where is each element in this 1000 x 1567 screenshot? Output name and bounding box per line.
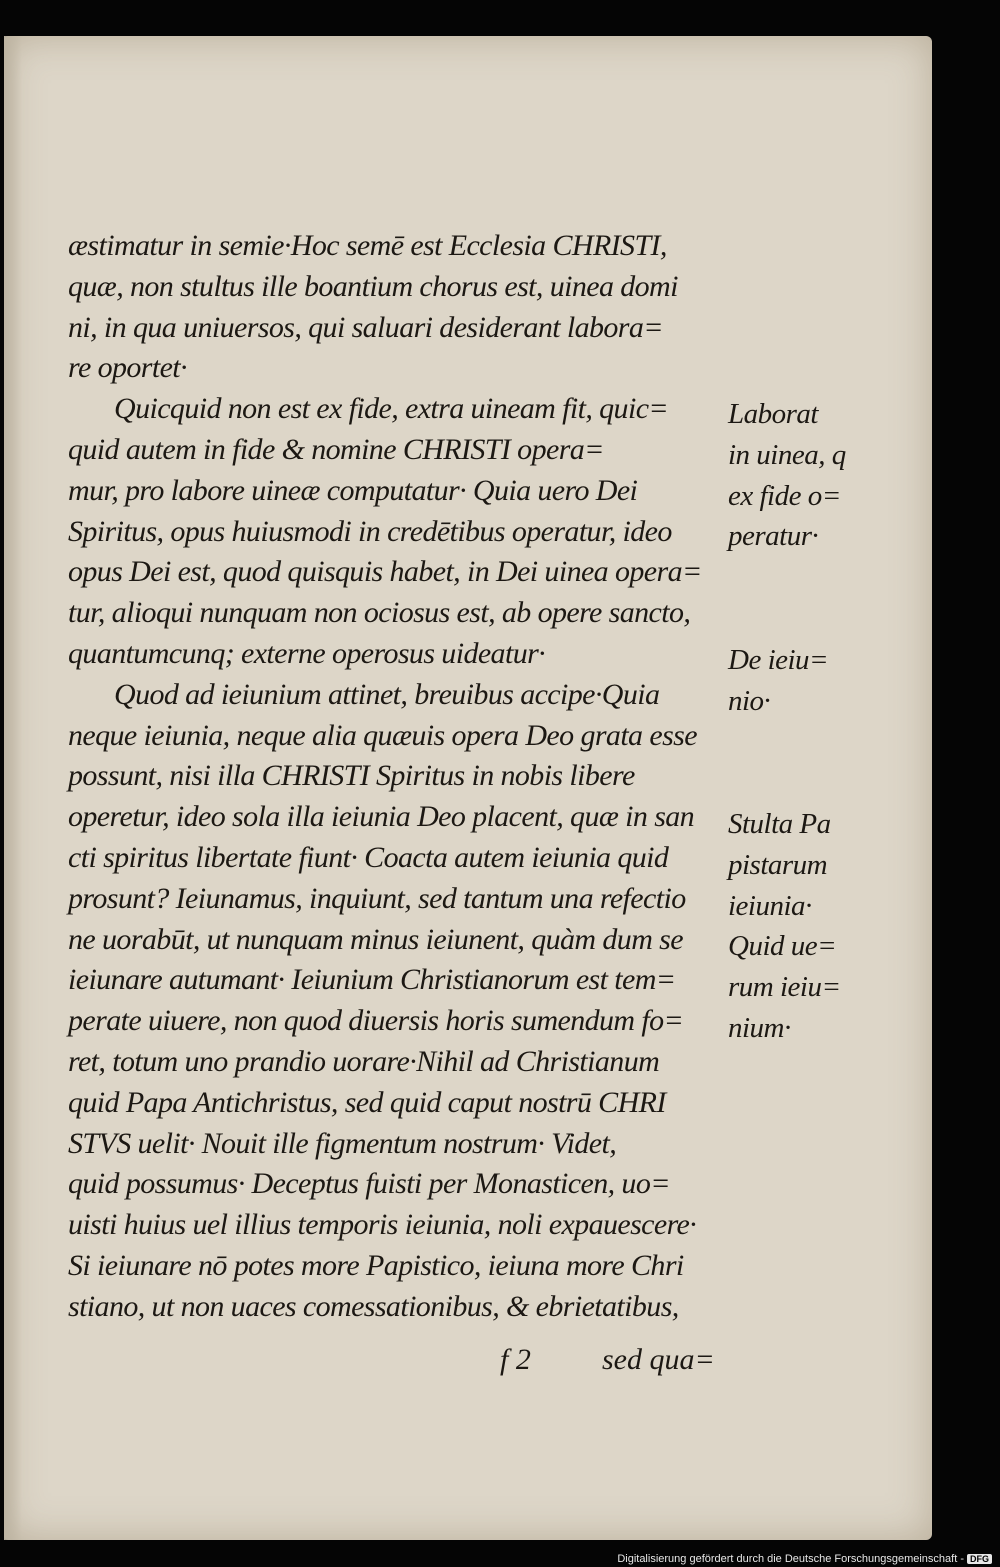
margin-note-line: nium· [728,1011,791,1044]
margin-note-line: ieiunia· [728,889,812,922]
text-line-21: ret, totum uno prandio uorare·Nihil ad Christianum [68,1044,660,1078]
margin-note-line: in uinea, q [728,438,846,471]
text-line-23: STVS uelit· Nouit ille figmentum nostrum· Videt, [68,1126,617,1160]
margin-note-line: ex fide o= [728,479,841,512]
text-line-5: Quicquid non est ex fide, extra uineam fit, quic= [114,392,669,426]
text-line-16: cti spiritus libertate fiunt· Coacta autem ieiunia quid [68,840,669,874]
text-line-18: ne uorabūt, ut nunquam minus ieiunent, quàm dum se [68,922,683,956]
text-line-12: Quod ad ieiunium attinet, breuibus accipe·Quia [114,677,660,711]
margin-note-line: rum ieiu= [728,970,841,1003]
margin-note-laborat [728,394,888,557]
text-line-2: quæ, non stultus ille boantium chorus est, uinea domi [68,269,678,303]
text-line-19: ieiunare autumant· Ieiunium Christianorum est tem= [68,963,676,997]
text-line-4: re oportet· [68,351,187,385]
dfg-logo: DFG [967,1554,992,1564]
margin-note-line: nio· [728,684,771,717]
book-page [4,36,932,1540]
text-line-3: ni, in qua uniuersos, qui saluari desiderant labora= [68,310,663,344]
signature-mark: f 2 [500,1343,531,1376]
text-line-13: neque ieiunia, neque alia quæuis opera Deo grata esse [68,718,697,752]
text-line-22: quid Papa Antichristus, sed quid caput nostrū CHRI [68,1085,666,1119]
text-line-27: stiano, ut non uaces comessationibus, & ebrietatibus, [68,1289,679,1323]
text-line-9: opus Dei est, quod quisquis habet, in Dei uinea opera= [68,555,702,589]
text-line-17: prosunt? Ieiunamus, inquiunt, sed tantum una refectio [68,881,686,915]
text-line-10: tur, alioqui nunquam non ociosus est, ab opere sancto, [68,596,691,630]
text-line-20: perate uiuere, non quod diuersis horis sumendum fo= [68,1004,684,1038]
margin-note-line: Stulta Pa [728,808,831,840]
margin-note-quid-verum-ieiunium [728,926,888,1048]
text-line-26: Si ieiunare nō potes more Papistico, ieiuna more Chri [68,1248,684,1282]
text-line-15: operetur, ideo sola illa ieiunia Deo placent, quæ in san [68,800,695,834]
text-line-24: quid possumus· Deceptus fuisti per Monasticen, uo= [68,1167,670,1201]
margin-note-line: De ieiu= [728,644,829,676]
margin-note-de-ieiunio [728,640,888,722]
text-line-8: Spiritus, opus huiusmodi in credētibus operatur, ideo [68,514,672,548]
margin-note-line: peratur· [728,520,819,553]
text-line-1: æstimatur in semie·Hoc semē est Ecclesia CHRISTI, [68,229,667,262]
text-line-14: possunt, nisi illa CHRISTI Spiritus in nobis libere [68,759,635,793]
margin-note-line: Laborat [728,398,818,430]
catchword: sed qua= [602,1343,715,1376]
text-line-6: quid autem in fide & nomine CHRISTI opera= [68,432,604,466]
text-line-11: quantumcunq; externe operosus uideatur· [68,636,546,670]
digitization-credit-text: Digitalisierung gefördert durch die Deutsche Forschungsgemeinschaft - [617,1553,964,1565]
main-text-block [68,226,718,1328]
margin-note-stulta-papistarum [728,804,888,926]
digitization-credit [617,1553,992,1565]
margin-note-line: pistarum [728,848,828,881]
text-line-7: mur, pro labore uineæ computatur· Quia uero Dei [68,473,638,507]
text-line-25: uisti huius uel illius temporis ieiunia, noli expauescere· [68,1208,697,1242]
margin-note-line: Quid ue= [728,930,837,962]
